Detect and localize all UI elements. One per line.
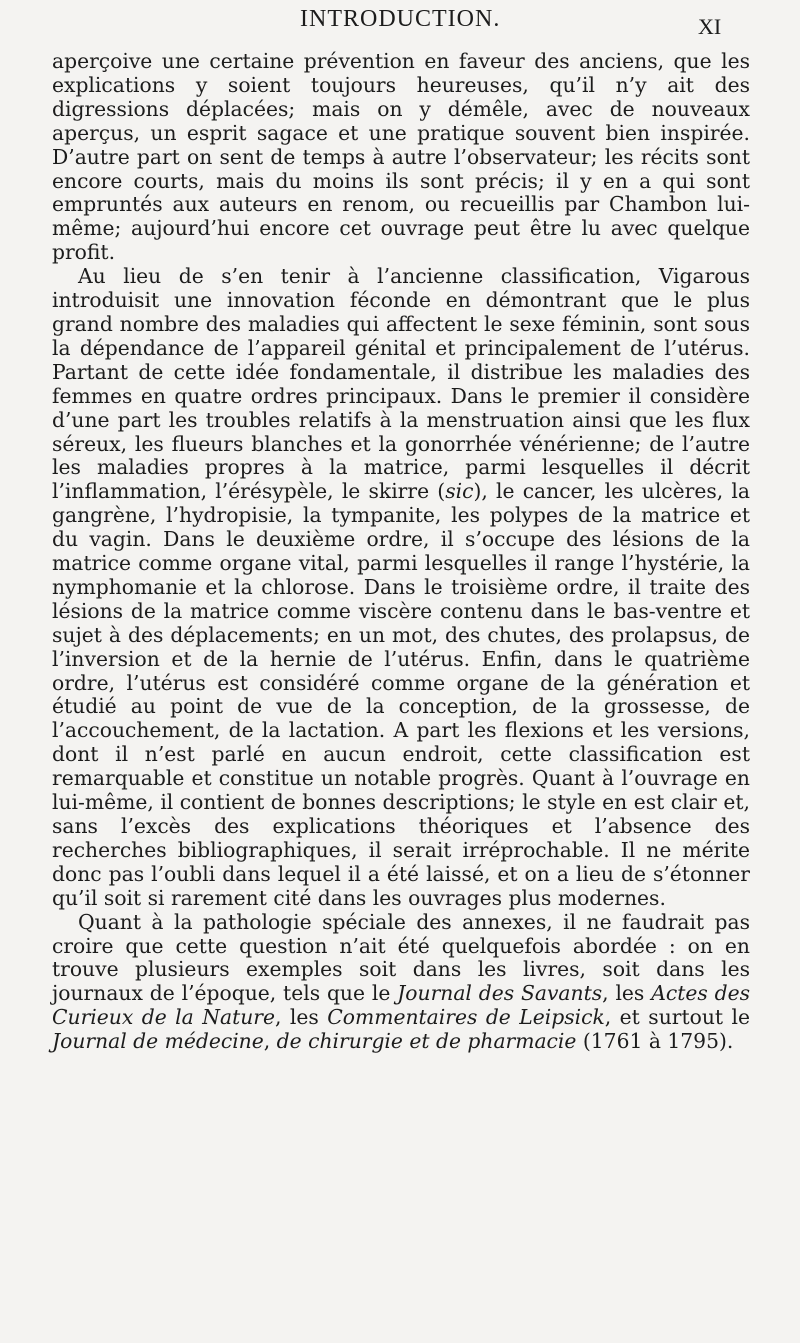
text-segment: , et surtout le xyxy=(604,1005,750,1030)
text-segment: ), le cancer, les ulcères, la gangrène, l’hydropisie, la tympanite, les polypes de la matrice et du vagin. Dans le deuxième ordre, il s’occupe des lésions de la matrice comme organe vital, parmi lesquelles il range l’hystérie, la nymphomanie et la chlorose. Dans le troisième ordre, il traite des lésions de la matrice comme viscère contenu dans le bas-ventre et sujet à des déplacements; en un mot, des chutes, des prolapsus, de l’inversion et de la hernie de l’utérus. Enfin, dans le quatrième ordre, l’utérus est considéré comme organe de la génération et étudié au point de vue de la conception, de la grossesse, de l’accouchement, de la lactation. A part les flexions et les versions, dont il n’est parlé en aucun endroit, cette classification est remarquable et constitue un notable progrès. Quant à l’ouvrage en lui-même, il contient de bonnes descriptions; le style en est clair et, sans l’excès des explications théoriques et l’absence des recherches bibliographiques, il serait irréprochable. Il ne mérite donc pas l’oubli dans lequel il a été laissé, et on a lieu de s’étonner qu’il soit si rarement cité dans les ouvrages plus modernes. xyxy=(52,479,750,910)
text-segment: Au lieu de s’en tenir à l’ancienne classification, Vigarous introduisit une innovation féconde en démontrant que le plus grand nombre des maladies qui affectent le sexe féminin, sont sous la dépendance de l’appareil génital et principalement de l’utérus. Partant de cette idée fondamentale, il distribue les maladies des femmes en quatre ordres principaux. Dans le premier il considère d’une part les troubles relatifs à la menstruation ainsi que les flux séreux, les flueurs blanches et la gonorrhée vénérienne; de l’autre les maladies propres à la matrice, parmi lesquelles il décrit l’inflammation, l’érésypèle, le skirre ( xyxy=(52,264,750,504)
text-segment: aperçoive une certaine prévention en faveur des anciens, que les explications y soient toujours heureuses, qu’il n’y ait des digressions déplacées; mais on y démêle, avec de nouveaux aperçus, un esprit sagace et une pratique souvent bien inspirée. D’autre part on sent de temps à autre l’observateur; les récits sont encore courts, mais du moins ils sont précis; il y en a qui sont empruntés aux auteurs en renom, ou recueillis par Chambon lui-même; aujourd’hui encore cet ouvrage peut être lu avec quelque profit. xyxy=(52,49,750,265)
paragraph xyxy=(52,50,750,265)
italic-text: Journal de médecine xyxy=(52,1029,264,1054)
page-header xyxy=(0,6,800,46)
paragraph xyxy=(52,911,750,1054)
text-segment: , les xyxy=(274,1005,328,1030)
italic-text: de chirurgie et de pharmacie xyxy=(276,1029,577,1054)
italic-text: Actes des Curieux de la Nature xyxy=(52,981,751,1030)
text-segment: , xyxy=(263,1029,277,1054)
text-segment: Quant à la pathologie spéciale des annexes, il ne faudrait pas croire que cette question n’ait été quelquefois abordée : on en trouve plusieurs exemples soit dans les livres, soit dans les journaux de l’époque, tels que le xyxy=(52,909,750,1006)
text-segment: , les xyxy=(602,981,652,1006)
page-number: XI xyxy=(698,14,722,39)
text-segment: (1761 à 1795). xyxy=(576,1029,734,1054)
italic-text: Commentaires de Leipsick xyxy=(327,1005,605,1030)
italic-text: Journal des Savants xyxy=(397,981,603,1006)
italic-text: sic xyxy=(445,479,474,504)
running-title: INTRODUCTION. xyxy=(300,6,501,32)
paragraph xyxy=(52,265,750,910)
body-text xyxy=(52,50,750,1054)
